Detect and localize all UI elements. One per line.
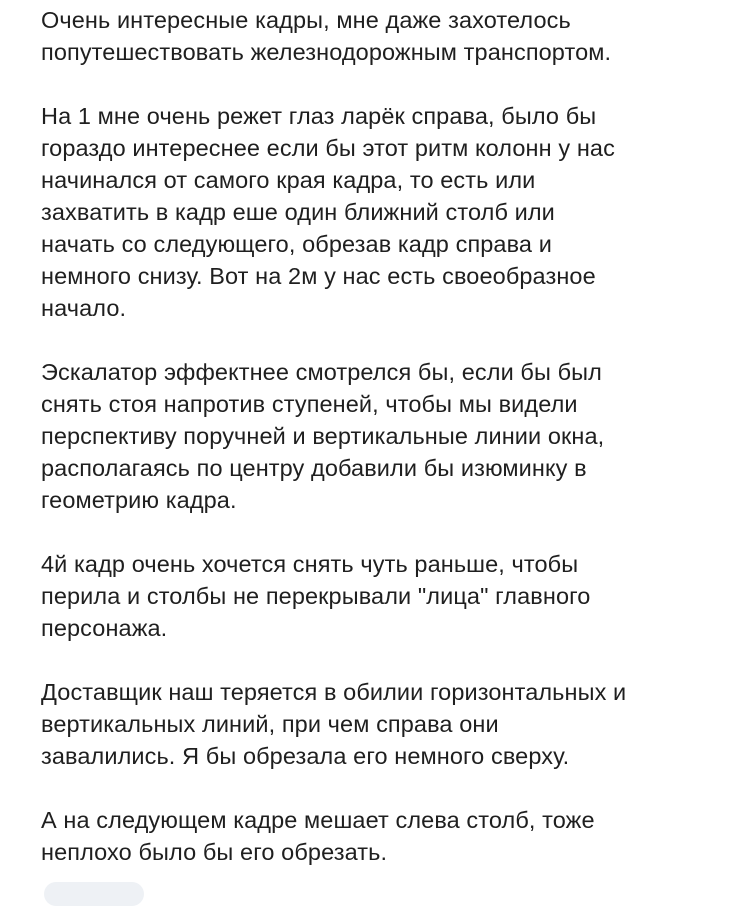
message-paragraph-1: [41, 4, 721, 68]
text-line: перспективу поручней и вертикальные линии окна,: [41, 423, 605, 449]
text-line: вертикальных линий, при чем справа они: [41, 711, 499, 737]
text-line: захватить в кадр еше один ближний столб или: [41, 199, 555, 225]
text-line: начать со следующего, обрезав кадр справа и: [41, 231, 552, 257]
text-line: неплохо было бы его обрезать.: [41, 839, 388, 865]
message-text: [41, 4, 721, 900]
text-line: немного снизу. Вот на 2м у нас есть своеобразное: [41, 263, 596, 289]
text-line: На 1 мне очень режет глаз ларёк справа, было бы: [41, 103, 597, 129]
text-line: начинался от самого края кадра, то есть или: [41, 167, 536, 193]
text-line: завалились. Я бы обрезала его немного сверху.: [41, 743, 570, 769]
text-line: Эскалатор эффектнее смотрелся бы, если бы был: [41, 359, 602, 385]
text-line: начало.: [41, 295, 127, 321]
message-paragraph-4: [41, 548, 721, 644]
text-line: персонажа.: [41, 615, 168, 641]
text-line: перила и столбы не перекрывали "лица" главного: [41, 583, 591, 609]
text-line: Доставщик наш теряется в обилии горизонтальных и: [41, 679, 627, 705]
text-line: гораздо интереснее если бы этот ритм колонн у нас: [41, 135, 615, 161]
message-paragraph-5: [41, 676, 721, 772]
message-paragraph-6: [41, 804, 721, 868]
text-line: геометрию кадра.: [41, 487, 237, 513]
text-line: располагаясь по центру добавили бы изюминку в: [41, 455, 587, 481]
message-paragraph-2: [41, 100, 721, 324]
text-line: попутешествовать железнодорожным транспортом.: [41, 39, 612, 65]
text-line: А на следующем кадре мешает слева столб, тоже: [41, 807, 595, 833]
text-line: Очень интересные кадры, мне даже захотелось: [41, 7, 571, 33]
message-paragraph-3: [41, 356, 721, 516]
text-line: 4й кадр очень хочется снять чуть раньше, чтобы: [41, 551, 579, 577]
text-line: снять стоя напротив ступеней, чтобы мы видели: [41, 391, 578, 417]
reaction-bubble[interactable]: [44, 882, 144, 906]
